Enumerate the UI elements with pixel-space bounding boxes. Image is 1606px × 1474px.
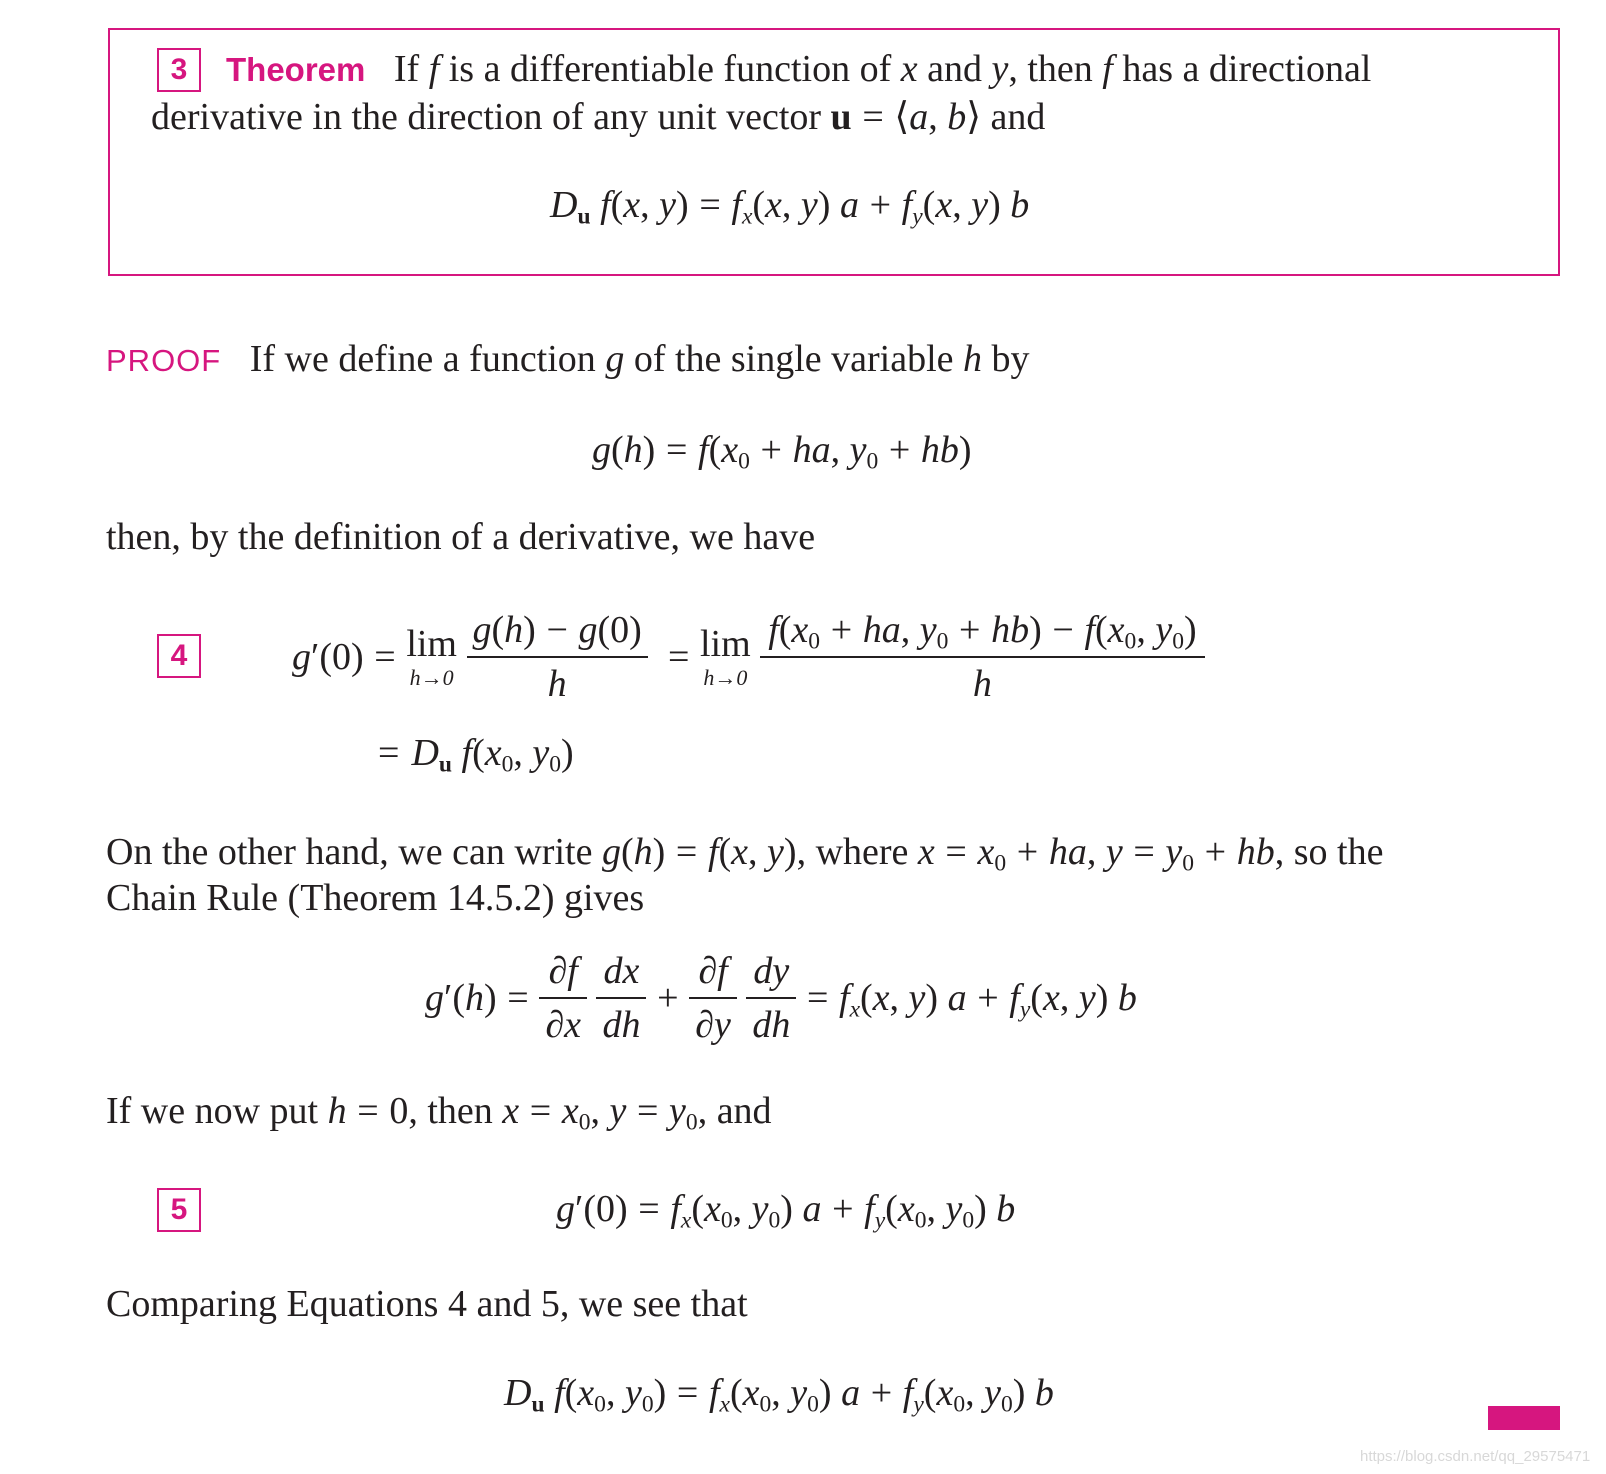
now-put-text-2: , then [408, 1090, 493, 1132]
equation-5-number: 5 [157, 1188, 201, 1232]
theorem-text-line2-and: and [990, 96, 1046, 138]
limit-2: lim h→0 [700, 623, 751, 690]
other-hand-text-3: , so the [1274, 831, 1384, 873]
limit-1: lim h→0 [406, 623, 457, 690]
proof-end-mark [1488, 1406, 1560, 1430]
equation-4-line-2: = $D_u$ $f(x_0$, $y_0$) [378, 732, 574, 778]
proof-chain-rule-line: Chain Rule (Theorem 14.5.2) gives [106, 877, 645, 919]
proof-intro: PROOF If we define a function g of the single variable h by [106, 338, 1030, 380]
proof-then-text: then, by the definition of a derivative, we have [106, 516, 816, 558]
other-hand-text-1: On the other hand, we can write [106, 831, 593, 873]
theorem-text-then: , then [1008, 48, 1093, 90]
proof-other-hand-line-1: On the other hand, we can write g(h) = f(x, y), where $x = x_0$ + ha, $y = y_0$ + hb, so the [106, 831, 1384, 877]
now-put-text-1: If we now put [106, 1090, 319, 1132]
theorem-formula: $D_u$ f(x, $y) = f_x(x$, y) $a + f_y(x$, y) b [550, 184, 1030, 230]
proof-intro-2: of the single variable [633, 338, 954, 380]
other-hand-text-2: , where [796, 831, 909, 873]
theorem-line-1: Theorem If f is a differentiable function of x and y, then f has a directional [226, 48, 1372, 90]
proof-comparing: Comparing Equations 4 and 5, we see that [106, 1283, 748, 1325]
theorem-number: 3 [157, 48, 201, 92]
now-put-text-3: , and [697, 1090, 772, 1132]
proof-intro-1: If we define a function [249, 338, 596, 380]
difference-quotient-f: $\frac{f(x_0 + ha, y_0 + hb) - f(x_0, y_0)}{h}$ [760, 604, 1204, 710]
equation-5: $g'(0) = f_x(x_0$, $y_0$) $a + f_y(x_0$, $y_0$) b [556, 1188, 1016, 1234]
difference-quotient: $\frac{g(h) - g(0)}{h}$ [467, 604, 648, 710]
theorem-text-line2: derivative in the direction of any unit vector [151, 96, 822, 138]
equation-chain-rule: g′(h) = $\frac{\partial f}{\partial x}$ $\frac{dx}{dh}$ + $\frac{\partial f}{\partial y}$ $\frac{dy}{dh}$ = $f_x(x$, y) $a + f_y(x$, y) b [425, 945, 1137, 1051]
theorem-text-differentiable: is a differentiable function of [448, 48, 892, 90]
proof-now-put: If we now put h = 0, then $x = x_0$, $y = y_0$, and [106, 1090, 772, 1136]
equation-final: $D_u$ $f(x_0$, $y_0) = f_x(x_0$, $y_0$) $a + f_y(x_0$, $y_0$) b [504, 1372, 1054, 1418]
theorem-line-2: derivative in the direction of any unit vector u = ⟨a, b⟩ and [151, 96, 1046, 138]
theorem-text-directional: has a directional [1122, 48, 1372, 90]
equation-4-number: 4 [157, 634, 201, 678]
equation-g-definition: $g(h) = f(x_0$ + ha, $y_0 + hb$) [592, 429, 972, 475]
theorem-text-and: and [927, 48, 982, 90]
proof-intro-3: by [991, 338, 1030, 380]
theorem-label: Theorem [226, 51, 366, 88]
watermark: https://blog.csdn.net/qq_29575471 [1360, 1448, 1591, 1465]
equation-4-line-1: g′(0) = lim h→0 $\frac{g(h) - g(0)}{h}$ = lim h→0 $\frac{f(x_0 + ha, y_0 + hb) - f(x_0, y_0)}{h}$ [292, 604, 1205, 710]
proof-label: PROOF [106, 343, 222, 378]
theorem-text-if: If [393, 48, 420, 90]
